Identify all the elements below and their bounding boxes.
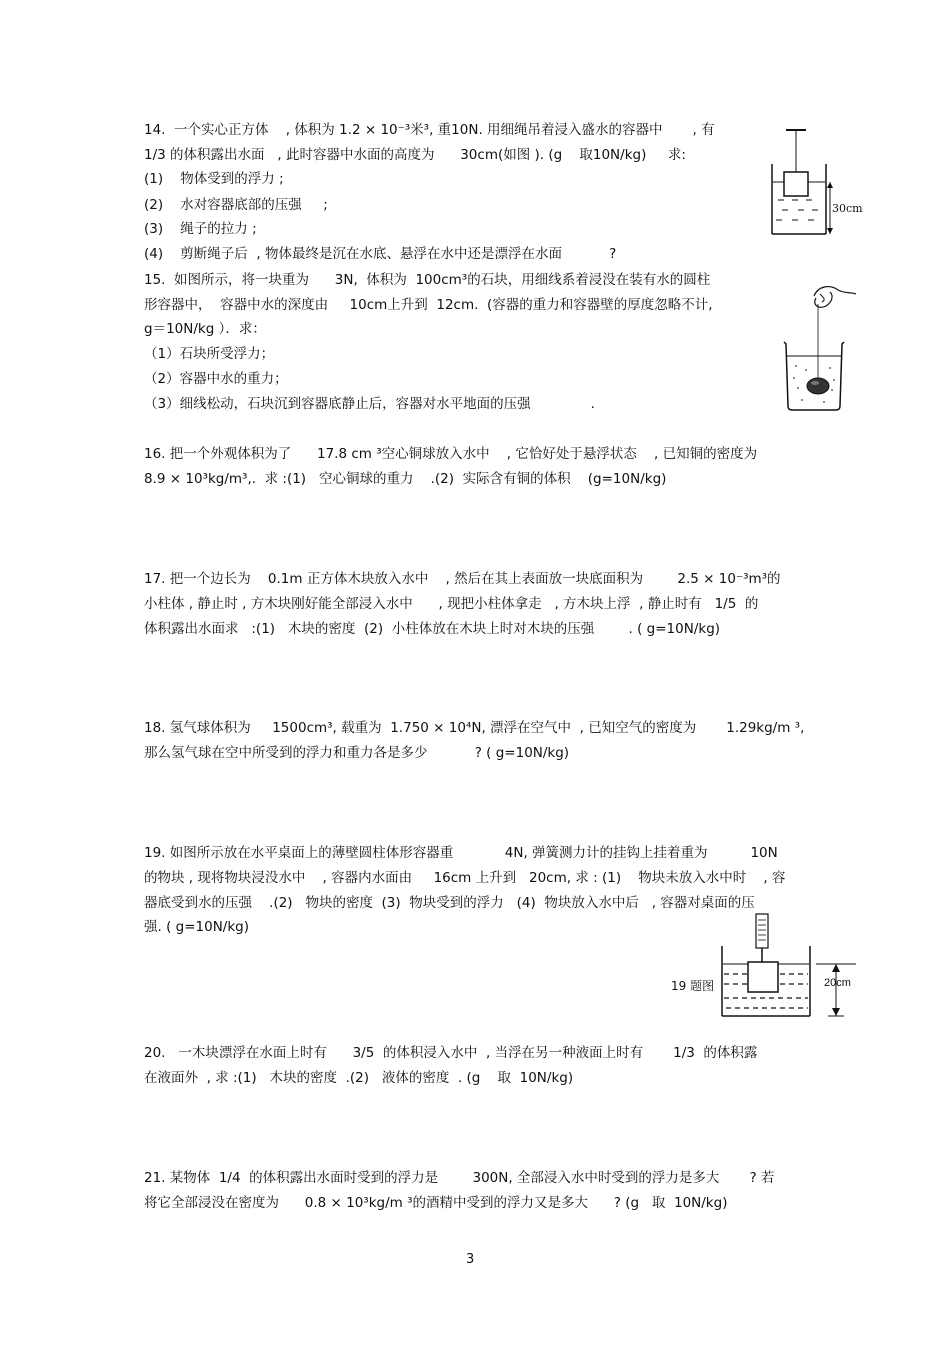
q19-figure-label: 20cm [824, 977, 851, 989]
q18-line-2: 那么氢气球在空中所受到的浮力和重力各是多少 ? ( g=10N/kg) [144, 745, 570, 761]
q18-line-1: 18. 氢气球体积为 1500cm³, 载重为 1.750 × 10⁴N, 漂浮在空气中 , 已知空气的密度为 1.29kg/m ³, [144, 720, 805, 736]
q19-figure-caption: 19 题图 [671, 979, 715, 993]
q15-line-2: 形容器中， 容器中水的深度由 10cm上升到 12cm. (容器的重力和容器壁的厚度忽略不计, [144, 297, 713, 313]
q14-line-2: 1/3 的体积露出水面 , 此时容器中水面的高度为 30cm(如图 ). (g 取10N/kg) 求: [144, 147, 686, 163]
q14-line-4: (2) 水对容器底部的压强 ; [144, 197, 328, 213]
q15-line-6: （3）细线松动，石块沉到容器底静止后，容器对水平地面的压强 . [144, 396, 595, 412]
q16-line-2: 8.9 × 10³kg/m³,. 求 :(1) 空心铜球的重力 .(2) 实际含有铜的体积 (g=10N/kg) [144, 471, 667, 487]
q19-figure [716, 912, 866, 1022]
q19-line-2: 的物块 , 现将物块浸没水中 , 容器内水面由 16cm 上升到 20cm, 求 : (1) 物块未放入水中时 , 容 [144, 870, 786, 886]
q14-line-6: (4) 剪断绳子后 , 物体最终是沉在水底、悬浮在水中还是漂浮在水面 ? [144, 246, 617, 262]
q15-line-3: g＝10N/kg ）．求： [144, 321, 266, 337]
q15-line-5: （2）容器中水的重力； [144, 371, 288, 387]
q17-line-2: 小柱体 , 静止时 , 方木块刚好能全部浸入水中 , 现把小柱体拿走 , 方木块上浮 , 静止时有 1/5 的 [144, 596, 759, 612]
q14-line-5: (3) 绳子的拉力 ; [144, 221, 257, 237]
q14-figure [760, 124, 870, 240]
q17-line-1: 17. 把一个边长为 0.1m 正方体木块放入水中 , 然后在其上表面放一块底面积为 2.5 × 10⁻³m³的 [144, 571, 781, 587]
page-number: 3 [466, 1252, 475, 1267]
q14-figure-label: 30cm [832, 202, 863, 215]
q17-line-3: 体积露出水面求 :(1) 木块的密度 (2) 小柱体放在木块上时对木块的压强 . ( g=10N/kg) [144, 621, 721, 637]
q14-line-1: 14. 一个实心正方体 , 体积为 1.2 × 10⁻³米³, 重10N. 用细绳吊着浸入盛水的容器中 , 有 [144, 122, 715, 138]
q19-line-4: 强. ( g=10N/kg) [144, 919, 250, 935]
q20-line-2: 在液面外 , 求 :(1) 木块的密度 .(2) 液体的密度 . (g 取 10N/kg) [144, 1070, 574, 1086]
q15-line-1: 15. 如图所示，将一块重为 3N, 体积为 100cm³的石块，用细线系着浸没在装有水的圆柱 [144, 272, 711, 288]
q16-line-1: 16. 把一个外观体积为了 17.8 cm ³空心铜球放入水中 , 它恰好处于悬浮状态 , 已知铜的密度为 [144, 446, 758, 462]
q15-line-4: （1）石块所受浮力； [144, 346, 275, 362]
q19-line-3: 器底受到水的压强 .(2) 物块的密度 (3) 物块受到的浮力 (4) 物块放入水中后 , 容器对桌面的压 [144, 895, 755, 911]
q15-figure [772, 278, 862, 413]
q20-line-1: 20. 一木块漂浮在水面上时有 3/5 的体积浸入水中 , 当浮在另一种液面上时有 1/3 的体积露 [144, 1045, 758, 1061]
q21-line-1: 21. 某物体 1/4 的体积露出水面时受到的浮力是 300N, 全部浸入水中时受到的浮力是多大 ? 若 [144, 1170, 775, 1186]
q19-line-1: 19. 如图所示放在水平桌面上的薄壁圆柱体形容器重 4N, 弹簧测力计的挂钩上挂着重为 10N [144, 845, 778, 861]
q14-line-3: (1) 物体受到的浮力 ; [144, 171, 284, 187]
q21-line-2: 将它全部浸没在密度为 0.8 × 10³kg/m ³的酒精中受到的浮力又是多大 ? (g 取 10N/kg) [144, 1195, 728, 1211]
